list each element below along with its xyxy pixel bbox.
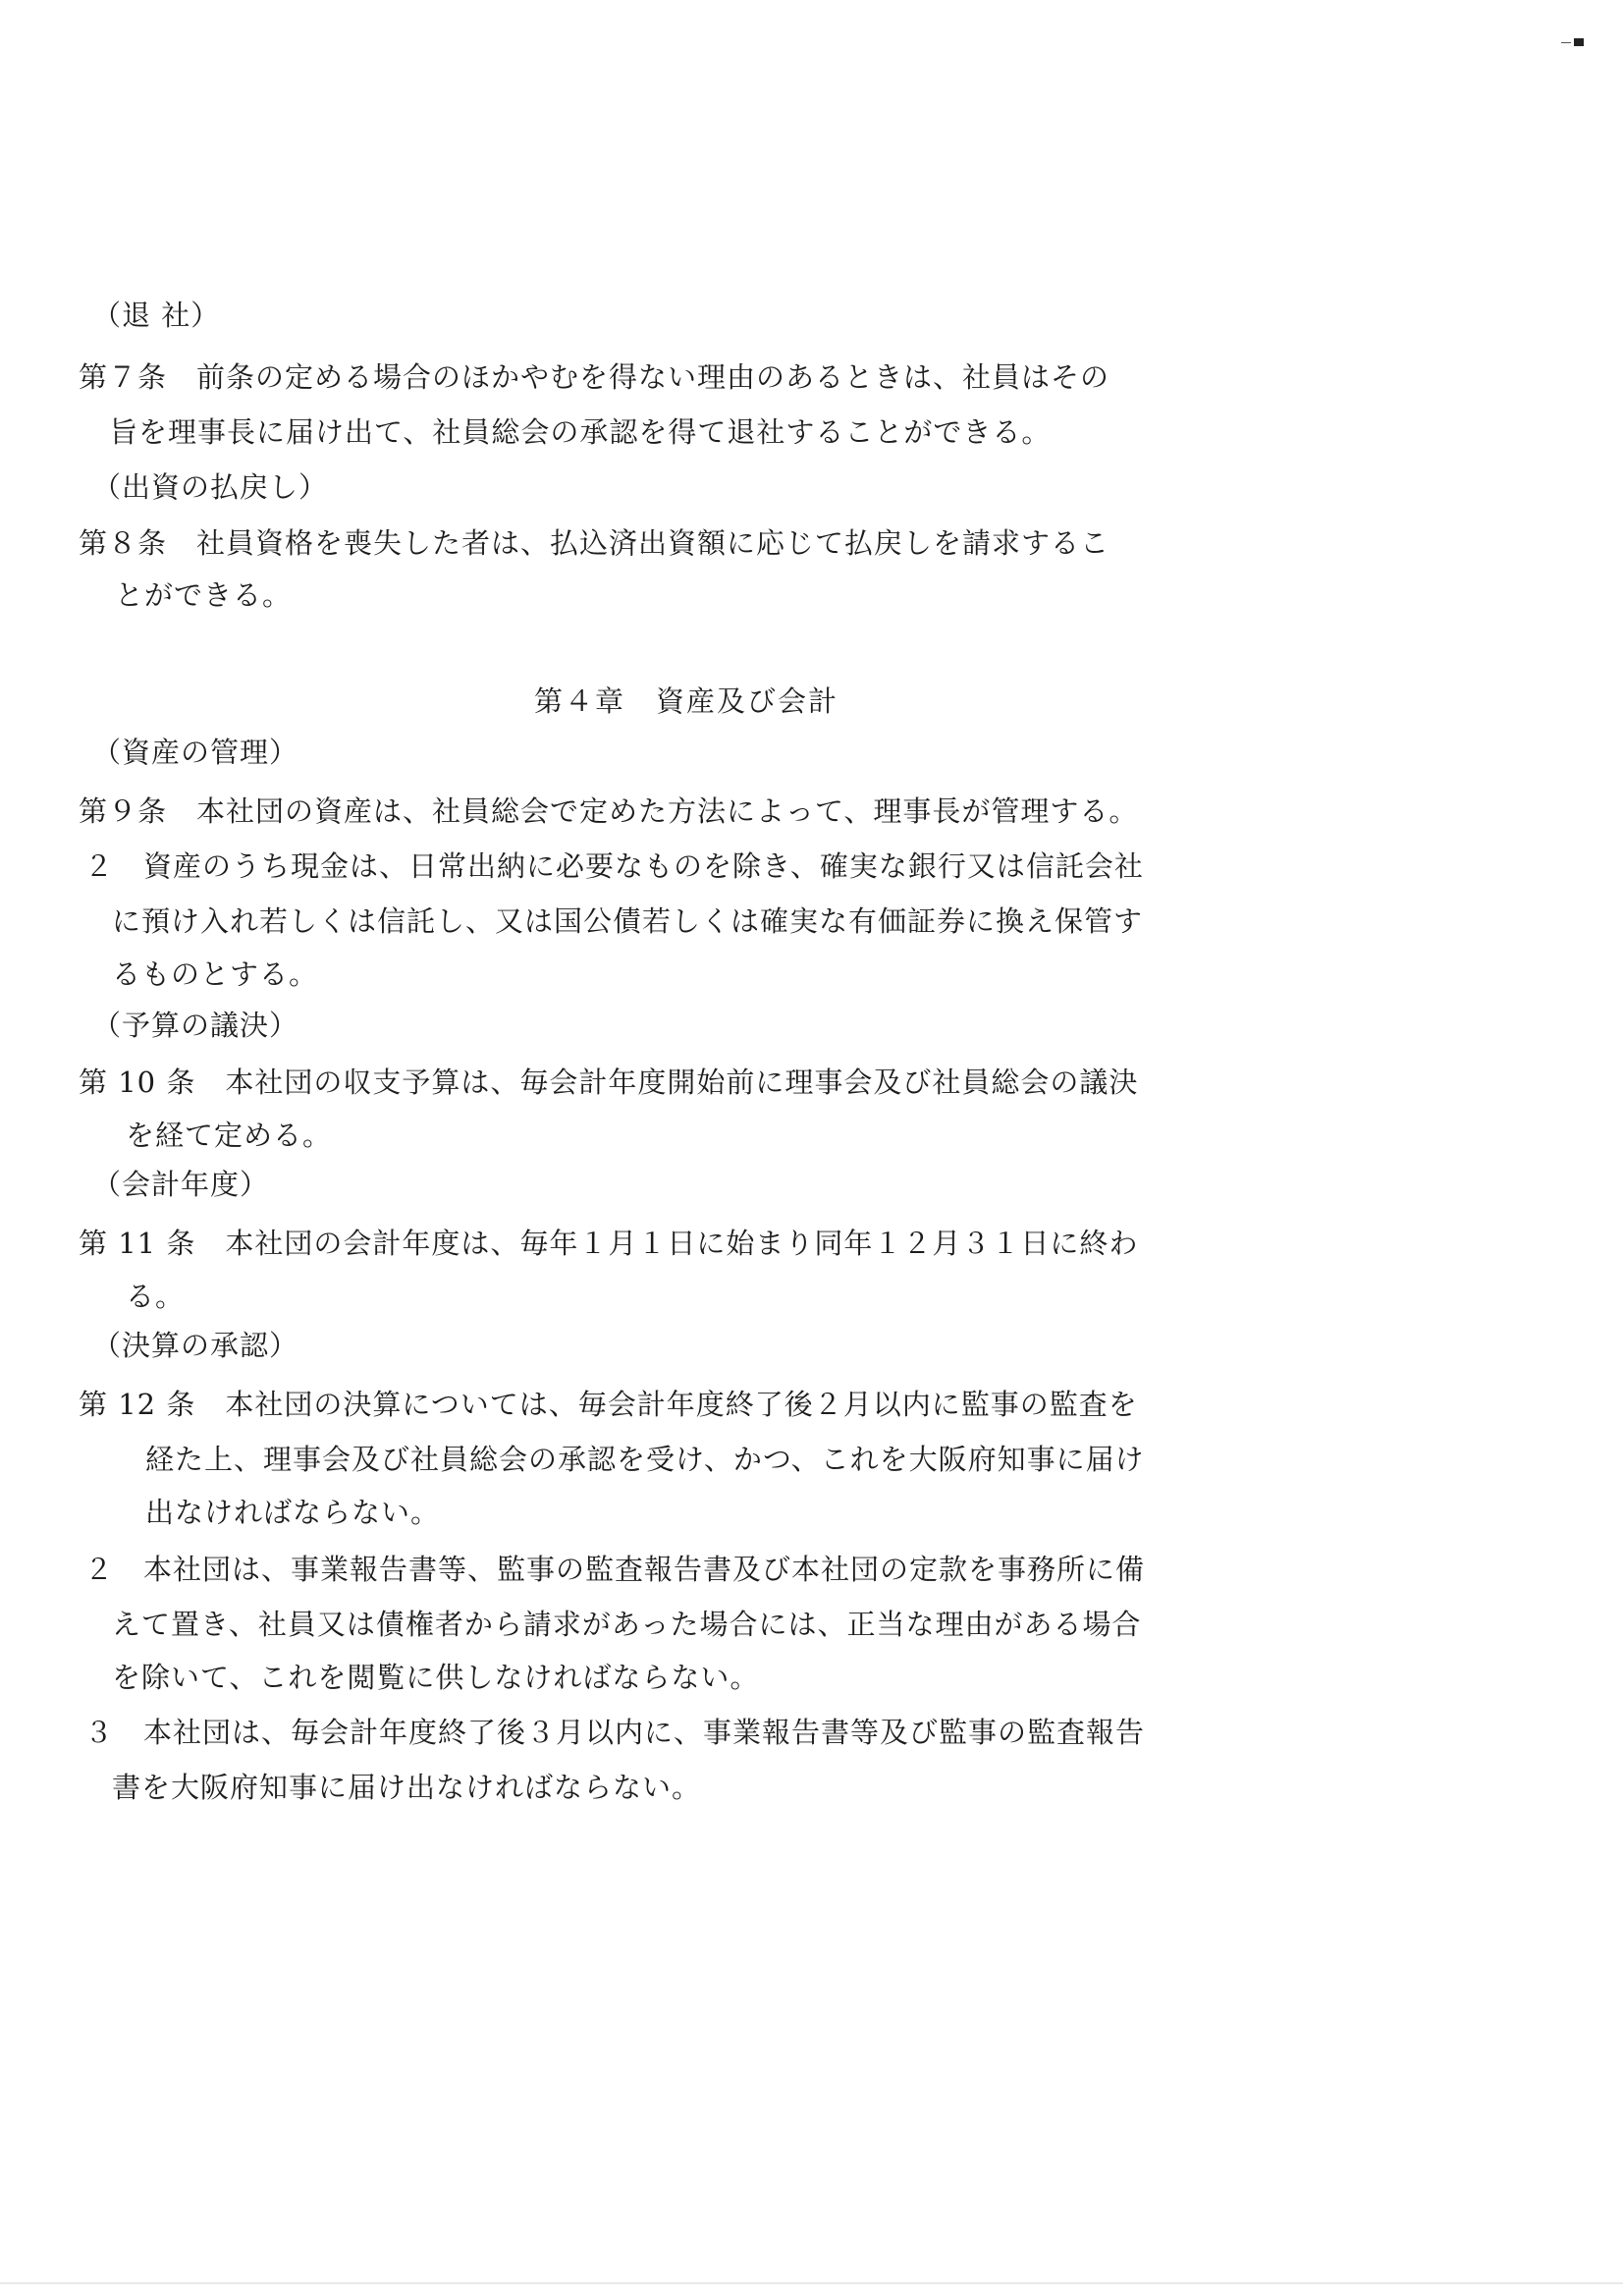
heading-refund: （出資の払戻し） <box>92 470 329 504</box>
article-11-line-2: る。 <box>126 1280 186 1313</box>
article-7-line-2: 旨を理事長に届け出て、社員総会の承認を得て退社することができる。 <box>109 415 1052 449</box>
article-9-p2-line-2: に預け入れ若しくは信託し、又は国公債若しくは確実な有価証券に換え保管す <box>112 904 1144 938</box>
article-12-p2-line-1: ２ 本社団は、事業報告書等、監事の監査報告書及び本社団の定款を事務所に備 <box>84 1553 1146 1586</box>
heading-asset-management: （資産の管理） <box>92 736 299 769</box>
article-12-p3-line-1: ３ 本社団は、毎会計年度終了後３月以内に、事業報告書等及び監事の監査報告 <box>84 1716 1146 1749</box>
heading-fiscal-year: （会計年度） <box>92 1168 270 1201</box>
article-12-p2-line-3: を除いて、これを閲覧に供しなければならない。 <box>112 1661 760 1694</box>
article-12-line-3: 出なければならない。 <box>145 1496 441 1529</box>
article-10-line-2: を経て定める。 <box>126 1119 333 1152</box>
article-9-p2-line-3: るものとする。 <box>112 957 319 991</box>
article-8-line-2: とができる。 <box>115 578 293 612</box>
article-10-line-1: 第 10 条 本社団の収支予算は、毎会計年度開始前に理事会及び社員総会の議決 <box>79 1066 1139 1099</box>
article-8-line-1: 第８条 社員資格を喪失した者は、払込済出資額に応じて払戻しを請求するこ <box>79 526 1110 560</box>
article-12-line-2: 経た上、理事会及び社員総会の承認を受け、かつ、これを大阪府知事に届け <box>145 1443 1145 1476</box>
chapter-4-title: 第４章 資産及び会計 <box>534 684 839 718</box>
scan-corner-mark-icon <box>1561 37 1585 47</box>
scan-bottom-edge <box>0 2282 1623 2284</box>
article-12-p2-line-2: えて置き、社員又は債権者から請求があった場合には、正当な理由がある場合 <box>112 1608 1142 1641</box>
article-12-line-1: 第 12 条 本社団の決算については、毎会計年度終了後２月以内に監事の監査を <box>79 1388 1138 1421</box>
heading-settlement-approval: （決算の承認） <box>92 1329 299 1362</box>
article-7-line-1: 第７条 前条の定める場合のほかやむを得ない理由のあるときは、社員はその <box>79 360 1110 394</box>
heading-withdrawal: （退 社） <box>92 299 221 332</box>
heading-budget: （予算の議決） <box>92 1009 299 1042</box>
article-9-line-1: 第９条 本社団の資産は、社員総会で定めた方法によって、理事長が管理する。 <box>79 794 1139 828</box>
article-9-p2-line-1: ２ 資産のうち現金は、日常出納に必要なものを除き、確実な銀行又は信託会社 <box>84 849 1144 883</box>
article-12-p3-line-2: 書を大阪府知事に届け出なければならない。 <box>112 1771 702 1804</box>
article-11-line-1: 第 11 条 本社団の会計年度は、毎年１月１日に始まり同年１２月３１日に終わ <box>79 1227 1139 1260</box>
